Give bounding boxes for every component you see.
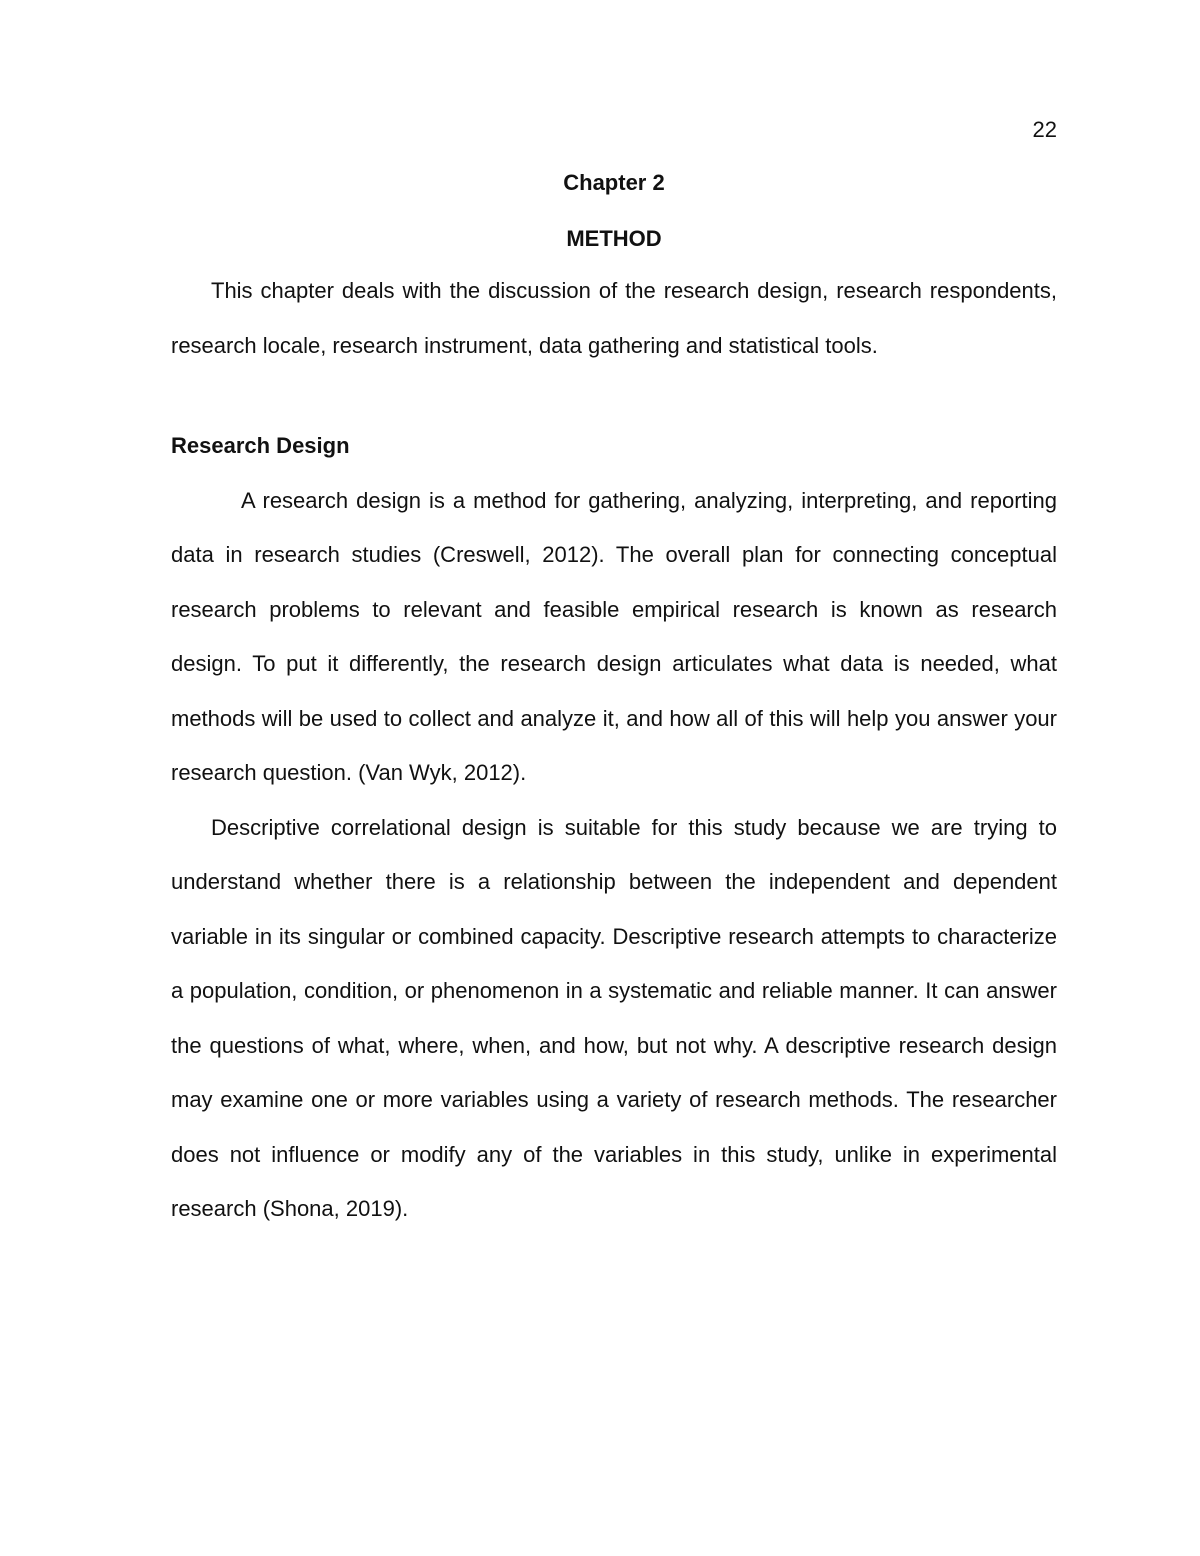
body-paragraph: A research design is a method for gathering, analyzing, interpreting, and reporting data in research studies (Creswell, 2012). The overall plan for connecting conceptual research problems to relevant and feasible empirical research is known as research design. To put it differently, the research design articulates what data is needed, what methods will be used to collect and analyze it, and how all of this will help you answer your research question. (Van Wyk, 2012). xyxy=(171,487,1057,785)
chapter-label: Chapter 2 xyxy=(563,170,665,195)
page-number: 22 xyxy=(1032,117,1057,142)
intro-paragraph: This chapter deals with the discussion of the research design, research respondents, research locale, research instrument, data gathering and statistical tools. xyxy=(171,278,1057,358)
chapter-title: METHOD xyxy=(566,226,662,251)
section-heading: Research Design xyxy=(171,433,350,458)
body-paragraph: Descriptive correlational design is suitable for this study because we are trying to understand whether there is a relationship between the independent and dependent variable in its singular or combined capacity. Descriptive research attempts to characterize a population, condition, or phenomenon in a systematic and reliable manner. It can answer the questions of what, where, when, and how, but not why. A descriptive research design may examine one or more variables using a variety of research methods. The researcher does not influence or modify any of the variables in this study, unlike in experimental research (Shona, 2019). xyxy=(171,814,1057,1221)
page-content xyxy=(171,168,1057,1237)
